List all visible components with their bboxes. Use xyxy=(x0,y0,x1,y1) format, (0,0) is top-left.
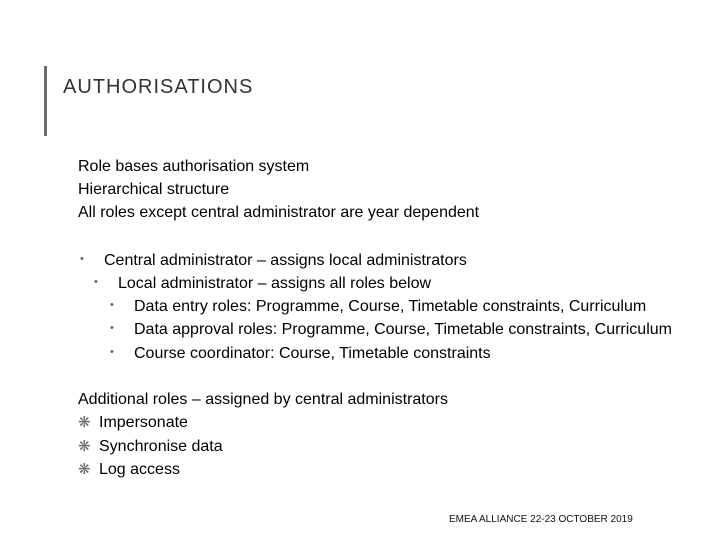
additional-role-item: Synchronise data xyxy=(99,438,223,455)
asterisk-bullet-icon: ❋ xyxy=(78,414,91,431)
asterisk-bullet-icon: ❋ xyxy=(78,438,91,455)
bullet-dot-icon: • xyxy=(94,276,98,288)
additional-role-item: Log access xyxy=(99,461,180,478)
additional-role-item: Impersonate xyxy=(99,414,188,431)
intro-line: Hierarchical structure xyxy=(78,181,230,198)
asterisk-bullet-icon: ❋ xyxy=(78,461,91,478)
title-accent-bar xyxy=(44,66,47,136)
bullet-dot-icon: • xyxy=(80,253,84,265)
hierarchy-item: Local administrator – assigns all roles below xyxy=(118,275,432,292)
bullet-dot-icon: • xyxy=(110,346,114,358)
bullet-dot-icon: • xyxy=(110,299,114,311)
hierarchy-item: Central administrator – assigns local administrators xyxy=(104,252,467,269)
hierarchy-item: Data approval roles: Programme, Course, Timetable constraints, Curriculum xyxy=(134,321,672,338)
additional-roles-heading: Additional roles – assigned by central administrators xyxy=(78,391,448,408)
hierarchy-item: Data entry roles: Programme, Course, Timetable constraints, Curriculum xyxy=(134,298,647,315)
bullet-dot-icon: • xyxy=(110,322,114,334)
footer-text: EMEA ALLIANCE 22-23 OCTOBER 2019 xyxy=(449,514,633,525)
intro-line: Role bases authorisation system xyxy=(78,158,310,175)
intro-line: All roles except central administrator are year dependent xyxy=(78,204,480,221)
hierarchy-item: Course coordinator: Course, Timetable constraints xyxy=(134,345,491,362)
slide-title: AUTHORISATIONS xyxy=(63,76,254,98)
